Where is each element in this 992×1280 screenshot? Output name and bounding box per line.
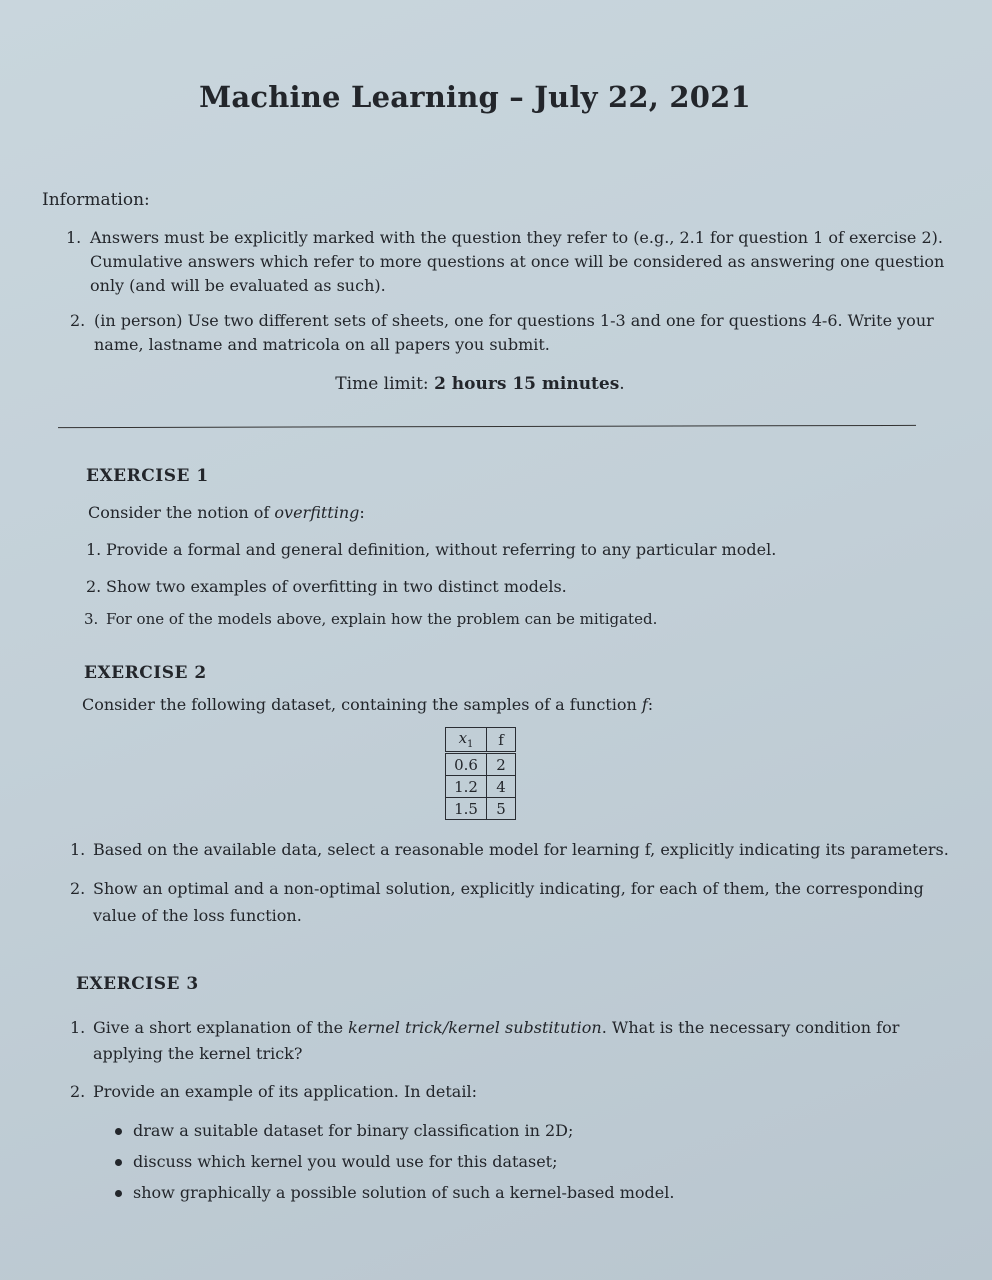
exercise-1-intro-colon: : xyxy=(359,503,365,522)
exercise-2-intro-function: f xyxy=(641,695,648,714)
exercise-2-item-1 xyxy=(70,838,950,864)
bullet-dot-icon xyxy=(115,1128,122,1135)
exercise-2-heading: EXERCISE 2 xyxy=(84,663,207,683)
exercise-3-item-1-prefix: Give a short explanation of the xyxy=(93,1018,344,1037)
table-cell-x: 1.2 xyxy=(446,776,487,798)
exercise-2-intro xyxy=(82,695,653,714)
exercise-2-item-2-number: 2. xyxy=(70,879,86,898)
exercise-3-item-1-suffix: . What is the necessary condition for xyxy=(601,1018,900,1037)
table-header-x1 xyxy=(446,728,487,753)
table-cell-x: 0.6 xyxy=(446,753,487,776)
info-item-1-line-2: Cumulative answers which refer to more questions at once will be considered as answering one question xyxy=(90,252,945,271)
exercise-1-item-1 xyxy=(86,538,886,562)
exercise-1-intro xyxy=(88,503,365,522)
exercise-2-item-1-text: Based on the available data, select a reasonable model for learning f, explicitly indicating its parameters. xyxy=(93,840,949,859)
info-item-2-number: 2. xyxy=(70,311,86,330)
info-item-1 xyxy=(66,226,945,302)
page-title: Machine Learning – July 22, 2021 xyxy=(199,80,751,114)
info-item-1-line-1: Answers must be explicitly marked with the question they refer to (e.g., 2.1 for question 1 of exercise 2). xyxy=(90,228,943,247)
time-limit-period: . xyxy=(619,374,625,394)
exercise-2-intro-prefix: Consider the following dataset, containing the samples of a function xyxy=(82,695,637,714)
exercise-2-item-2-line-1: Show an optimal and a non-optimal solution, explicitly indicating, for each of them, the corresponding xyxy=(93,879,924,898)
table-cell-f: 2 xyxy=(487,753,516,776)
exercise-1-item-2 xyxy=(86,575,886,599)
table-row xyxy=(446,798,516,820)
exercise-2-item-2-line-2: value of the loss function. xyxy=(93,906,302,925)
exercise-1-item-3-number: 3. xyxy=(84,610,99,628)
exercise-1-item-1-number: 1. xyxy=(86,540,102,559)
exercise-3-item-1-line-2: applying the kernel trick? xyxy=(93,1044,303,1063)
exercise-2-item-1-number: 1. xyxy=(70,840,86,859)
exercise-3-item-2-number: 2. xyxy=(70,1082,86,1101)
exercise-3-bullet-2 xyxy=(115,1152,815,1176)
exercise-1-item-3 xyxy=(84,607,884,631)
bullet-dot-icon xyxy=(115,1159,122,1166)
exercise-1-intro-term: overfitting xyxy=(274,503,360,522)
exercise-1-intro-prefix: Consider the notion of xyxy=(88,503,270,522)
table-header-row xyxy=(446,728,516,753)
table-header-x-subscript: 1 xyxy=(467,739,474,750)
info-item-2-line-1: (in person) Use two different sets of sheets, one for questions 1-3 and one for questions 4-6. Write your xyxy=(94,311,934,330)
bullet-dot-icon xyxy=(115,1190,122,1197)
exercise-1-item-2-number: 2. xyxy=(86,577,102,596)
exercise-3-bullet-3 xyxy=(115,1183,815,1207)
samples-table xyxy=(445,727,516,820)
exercise-1-heading: EXERCISE 1 xyxy=(86,466,209,486)
time-limit-label: Time limit: xyxy=(335,374,429,394)
exercise-3-item-2-text: Provide an example of its application. In detail: xyxy=(93,1082,477,1101)
exercise-3-item-1-number: 1. xyxy=(70,1018,86,1037)
exercise-3-item-1 xyxy=(70,1016,960,1068)
exercise-3-item-1-term: kernel trick/kernel substitution xyxy=(348,1018,602,1037)
information-heading: Information: xyxy=(42,190,150,210)
exercise-3-bullet-2-text: discuss which kernel you would use for this dataset; xyxy=(133,1152,558,1171)
exercise-1-item-1-text: Provide a formal and general definition, without referring to any particular model. xyxy=(106,540,777,559)
exercise-3-heading: EXERCISE 3 xyxy=(76,974,199,994)
exercise-1-item-2-text: Show two examples of overfitting in two distinct models. xyxy=(106,577,567,596)
info-item-1-line-3: only (and will be evaluated as such). xyxy=(90,276,386,295)
time-limit-value: 2 hours 15 minutes xyxy=(434,374,620,394)
table-cell-f: 5 xyxy=(487,798,516,820)
info-item-2 xyxy=(70,309,934,359)
table-header-f: f xyxy=(487,728,516,753)
table-cell-x: 1.5 xyxy=(446,798,487,820)
exercise-3-bullet-1-text: draw a suitable dataset for binary classification in 2D; xyxy=(133,1121,574,1140)
info-item-1-number: 1. xyxy=(66,228,82,247)
exercise-1-item-3-text: For one of the models above, explain how the problem can be mitigated. xyxy=(106,610,658,628)
info-item-2-line-2: name, lastname and matricola on all papers you submit. xyxy=(94,335,550,354)
exercise-3-bullet-1 xyxy=(115,1121,815,1145)
table-cell-f: 4 xyxy=(487,776,516,798)
exercise-3-item-1-line-1 xyxy=(93,1016,899,1040)
exercise-2-intro-colon: : xyxy=(647,695,654,714)
table-header-x-symbol: x xyxy=(458,729,468,747)
section-divider xyxy=(58,425,916,428)
exercise-3-bullet-3-text: show graphically a possible solution of such a kernel-based model. xyxy=(133,1183,675,1202)
table-row xyxy=(446,753,516,776)
exercise-3-item-2 xyxy=(70,1080,960,1106)
table-row xyxy=(446,776,516,798)
exercise-2-item-2 xyxy=(70,877,950,929)
time-limit xyxy=(0,374,960,394)
